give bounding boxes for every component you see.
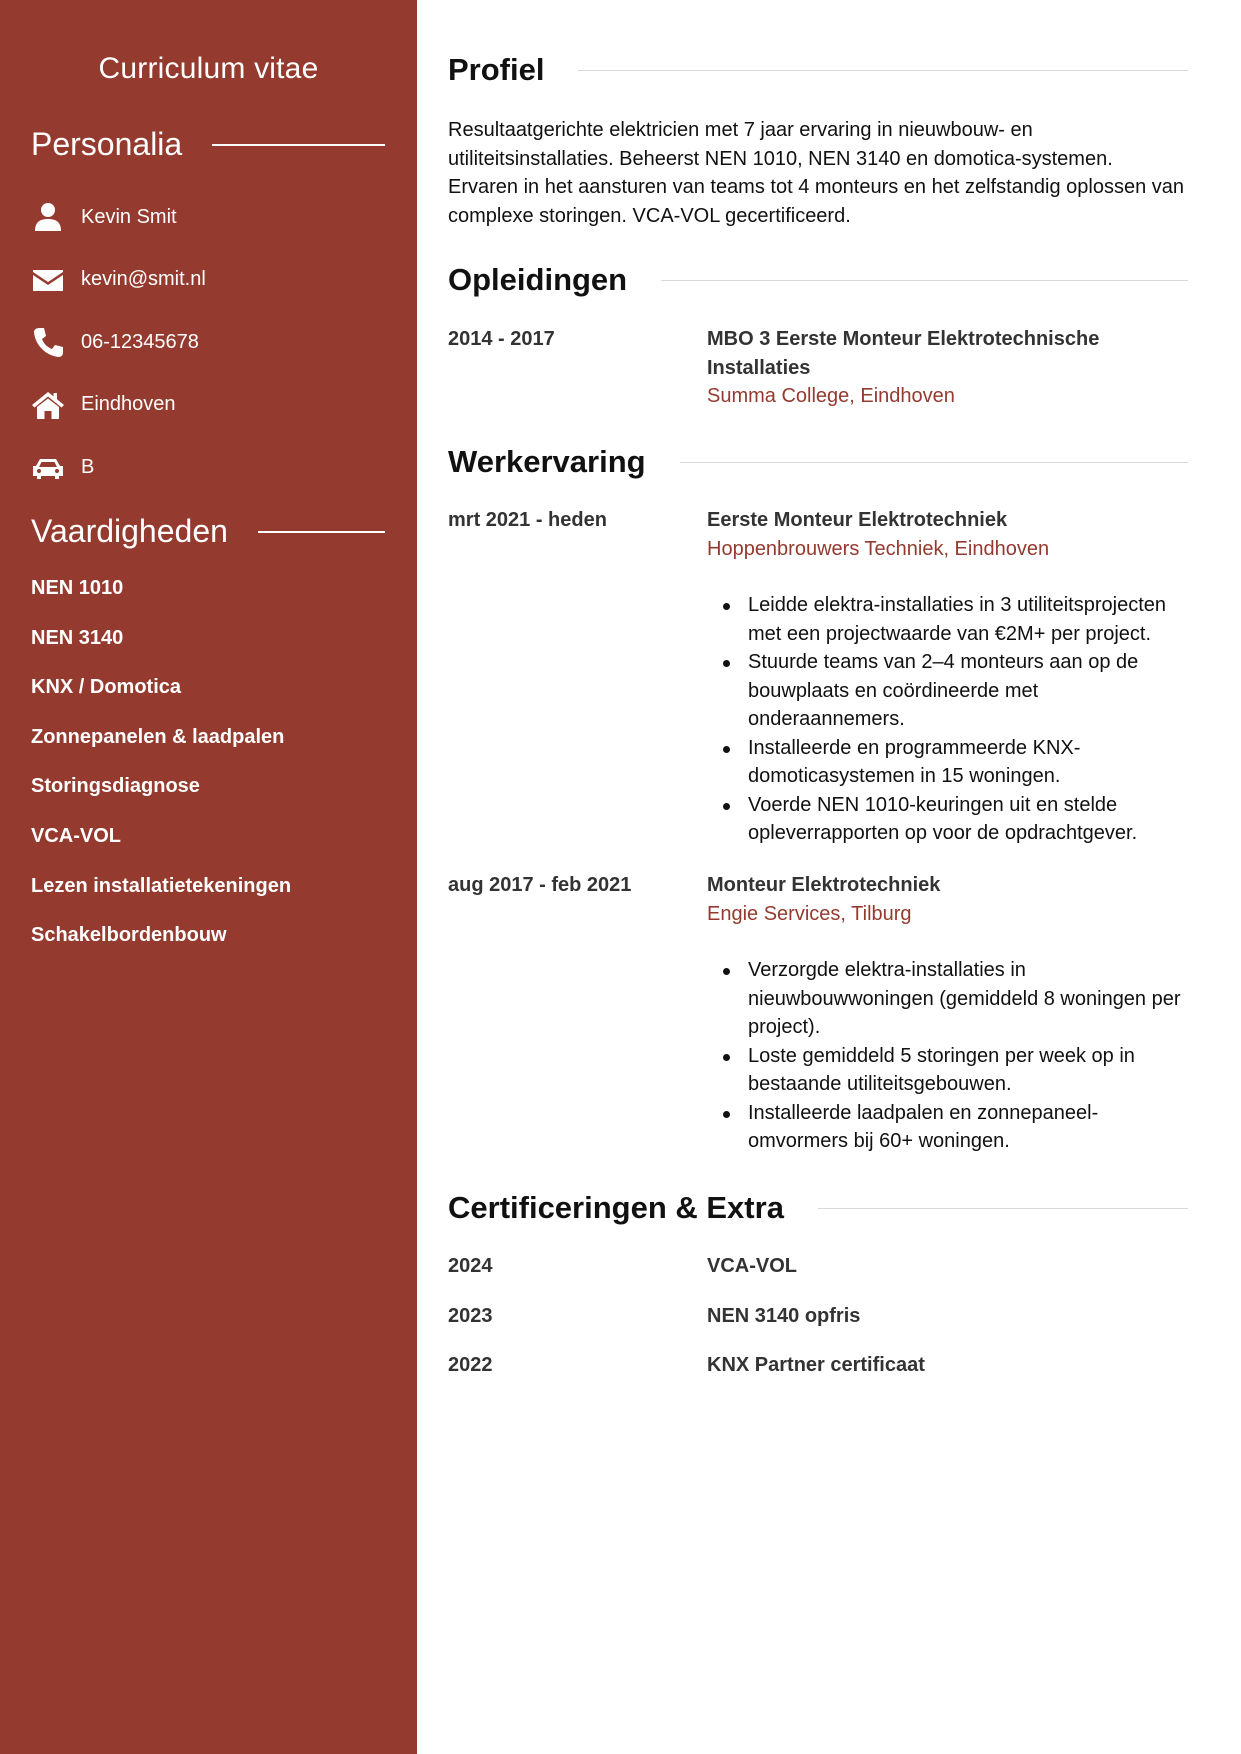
experience-bullet: Stuurde teams van 2–4 monteurs aan op de bouwplaats en coördineerde met onderaannemers. bbox=[748, 648, 1188, 734]
skills-heading-text: Vaardigheden bbox=[31, 513, 228, 549]
skill-item: KNX / Domotica bbox=[31, 676, 182, 699]
contact-name-text: Kevin Smit bbox=[81, 205, 177, 228]
profile-heading bbox=[448, 52, 1188, 88]
experience-date: aug 2017 - feb 2021 bbox=[448, 874, 632, 896]
certification-year: 2024 bbox=[448, 1255, 493, 1277]
skill-item: Schakelbordenbouw bbox=[31, 924, 227, 947]
experience-bullet: Verzorgde elektra-installaties in nieuwbouwwoningen (gemiddeld 8 woningen per project). bbox=[748, 956, 1188, 1042]
skills-heading-divider bbox=[258, 531, 385, 533]
personalia-heading bbox=[31, 126, 385, 163]
sidebar bbox=[0, 0, 417, 1754]
envelope-icon bbox=[31, 263, 65, 297]
profile-text: Resultaatgerichte elektricien met 7 jaar ervaring in nieuwbouw- en utiliteitsinstallaties. Beheerst NEN 1010, NEN 3140 en domotica-systemen. Ervaren in het aansturen van teams tot 4 monteurs en het zelfstandig oplossen van complexe storingen. VCA-VOL gecertificeerd. bbox=[448, 119, 1184, 227]
certifications-heading bbox=[448, 1190, 1188, 1226]
skill-item: Storingsdiagnose bbox=[31, 775, 200, 798]
contact-license-text: B bbox=[81, 455, 95, 478]
certification-name: KNX Partner certificaat bbox=[707, 1354, 925, 1376]
certification-year: 2022 bbox=[448, 1354, 493, 1376]
personalia-heading-divider bbox=[212, 144, 385, 146]
education-body bbox=[707, 325, 1188, 411]
experience-bullet: Leidde elektra-installaties in 3 utiliteitsprojecten met een projectwaarde van €2M+ per project. bbox=[748, 591, 1188, 648]
education-heading-divider bbox=[661, 280, 1188, 281]
contact-license bbox=[31, 436, 391, 499]
experience-heading-text: Werkervaring bbox=[448, 444, 646, 479]
skill-item: NEN 1010 bbox=[31, 577, 124, 599]
contact-city bbox=[31, 374, 391, 437]
personalia-heading-text: Personalia bbox=[31, 126, 183, 162]
certification-name: NEN 3140 opfris bbox=[707, 1305, 861, 1327]
education-date: 2014 - 2017 bbox=[448, 328, 555, 350]
experience-bullet: Loste gemiddeld 5 storingen per week op in bestaande utiliteitsgebouwen. bbox=[748, 1042, 1188, 1099]
profile-heading-text: Profiel bbox=[448, 52, 545, 87]
cv-title: Curriculum vitae bbox=[98, 52, 319, 85]
skill-item: Lezen installatietekeningen bbox=[31, 874, 292, 897]
education-heading bbox=[448, 262, 1188, 298]
education-heading-text: Opleidingen bbox=[448, 262, 628, 297]
phone-icon bbox=[31, 325, 65, 359]
education-institution: Summa College, Eindhoven bbox=[707, 385, 955, 407]
experience-bullets bbox=[707, 956, 1188, 1156]
user-icon bbox=[31, 200, 65, 234]
experience-bullet: Installeerde en programmeerde KNX-domoticasystemen in 15 woningen. bbox=[748, 734, 1188, 791]
skill-item: VCA-VOL bbox=[31, 824, 121, 847]
skills-heading bbox=[31, 513, 385, 550]
experience-title: Monteur Elektrotechniek bbox=[707, 874, 941, 896]
contact-phone-text[interactable]: 06-12345678 bbox=[81, 330, 199, 353]
education-title: MBO 3 Eerste Monteur Elektrotechnische Installaties bbox=[707, 328, 1100, 379]
experience-body bbox=[707, 506, 1188, 848]
contact-city-text: Eindhoven bbox=[81, 393, 176, 416]
experience-heading bbox=[448, 444, 1188, 480]
experience-bullet: Installeerde laadpalen en zonnepaneel-omvormers bij 60+ woningen. bbox=[748, 1099, 1188, 1156]
certifications-heading-text: Certificeringen & Extra bbox=[448, 1190, 784, 1225]
certification-year: 2023 bbox=[448, 1305, 493, 1327]
skill-item: NEN 3140 bbox=[31, 626, 124, 649]
contact-email bbox=[31, 249, 391, 312]
car-icon bbox=[31, 450, 65, 484]
experience-heading-divider bbox=[680, 462, 1188, 463]
experience-bullet: Voerde NEN 1010-keuringen uit en stelde opleverrapporten op voor de opdrachtgever. bbox=[748, 791, 1188, 848]
experience-bullets bbox=[707, 591, 1188, 848]
skills-list bbox=[31, 576, 391, 973]
experience-body bbox=[707, 871, 1188, 1156]
skill-item: Zonnepanelen & laadpalen bbox=[31, 725, 285, 748]
experience-date: mrt 2021 - heden bbox=[448, 509, 607, 531]
contact-email-text[interactable]: kevin@smit.nl bbox=[81, 268, 206, 291]
experience-employer: Hoppenbrouwers Techniek, Eindhoven bbox=[707, 537, 1050, 560]
contact-list bbox=[31, 186, 391, 499]
certification-name: VCA-VOL bbox=[707, 1255, 797, 1277]
experience-title: Eerste Monteur Elektrotechniek bbox=[707, 509, 1008, 531]
profile-heading-divider bbox=[578, 70, 1188, 71]
home-icon bbox=[31, 388, 65, 422]
experience-employer: Engie Services, Tilburg bbox=[707, 902, 912, 925]
contact-phone bbox=[31, 311, 391, 374]
contact-name bbox=[31, 186, 391, 249]
certifications-heading-divider bbox=[818, 1208, 1188, 1209]
